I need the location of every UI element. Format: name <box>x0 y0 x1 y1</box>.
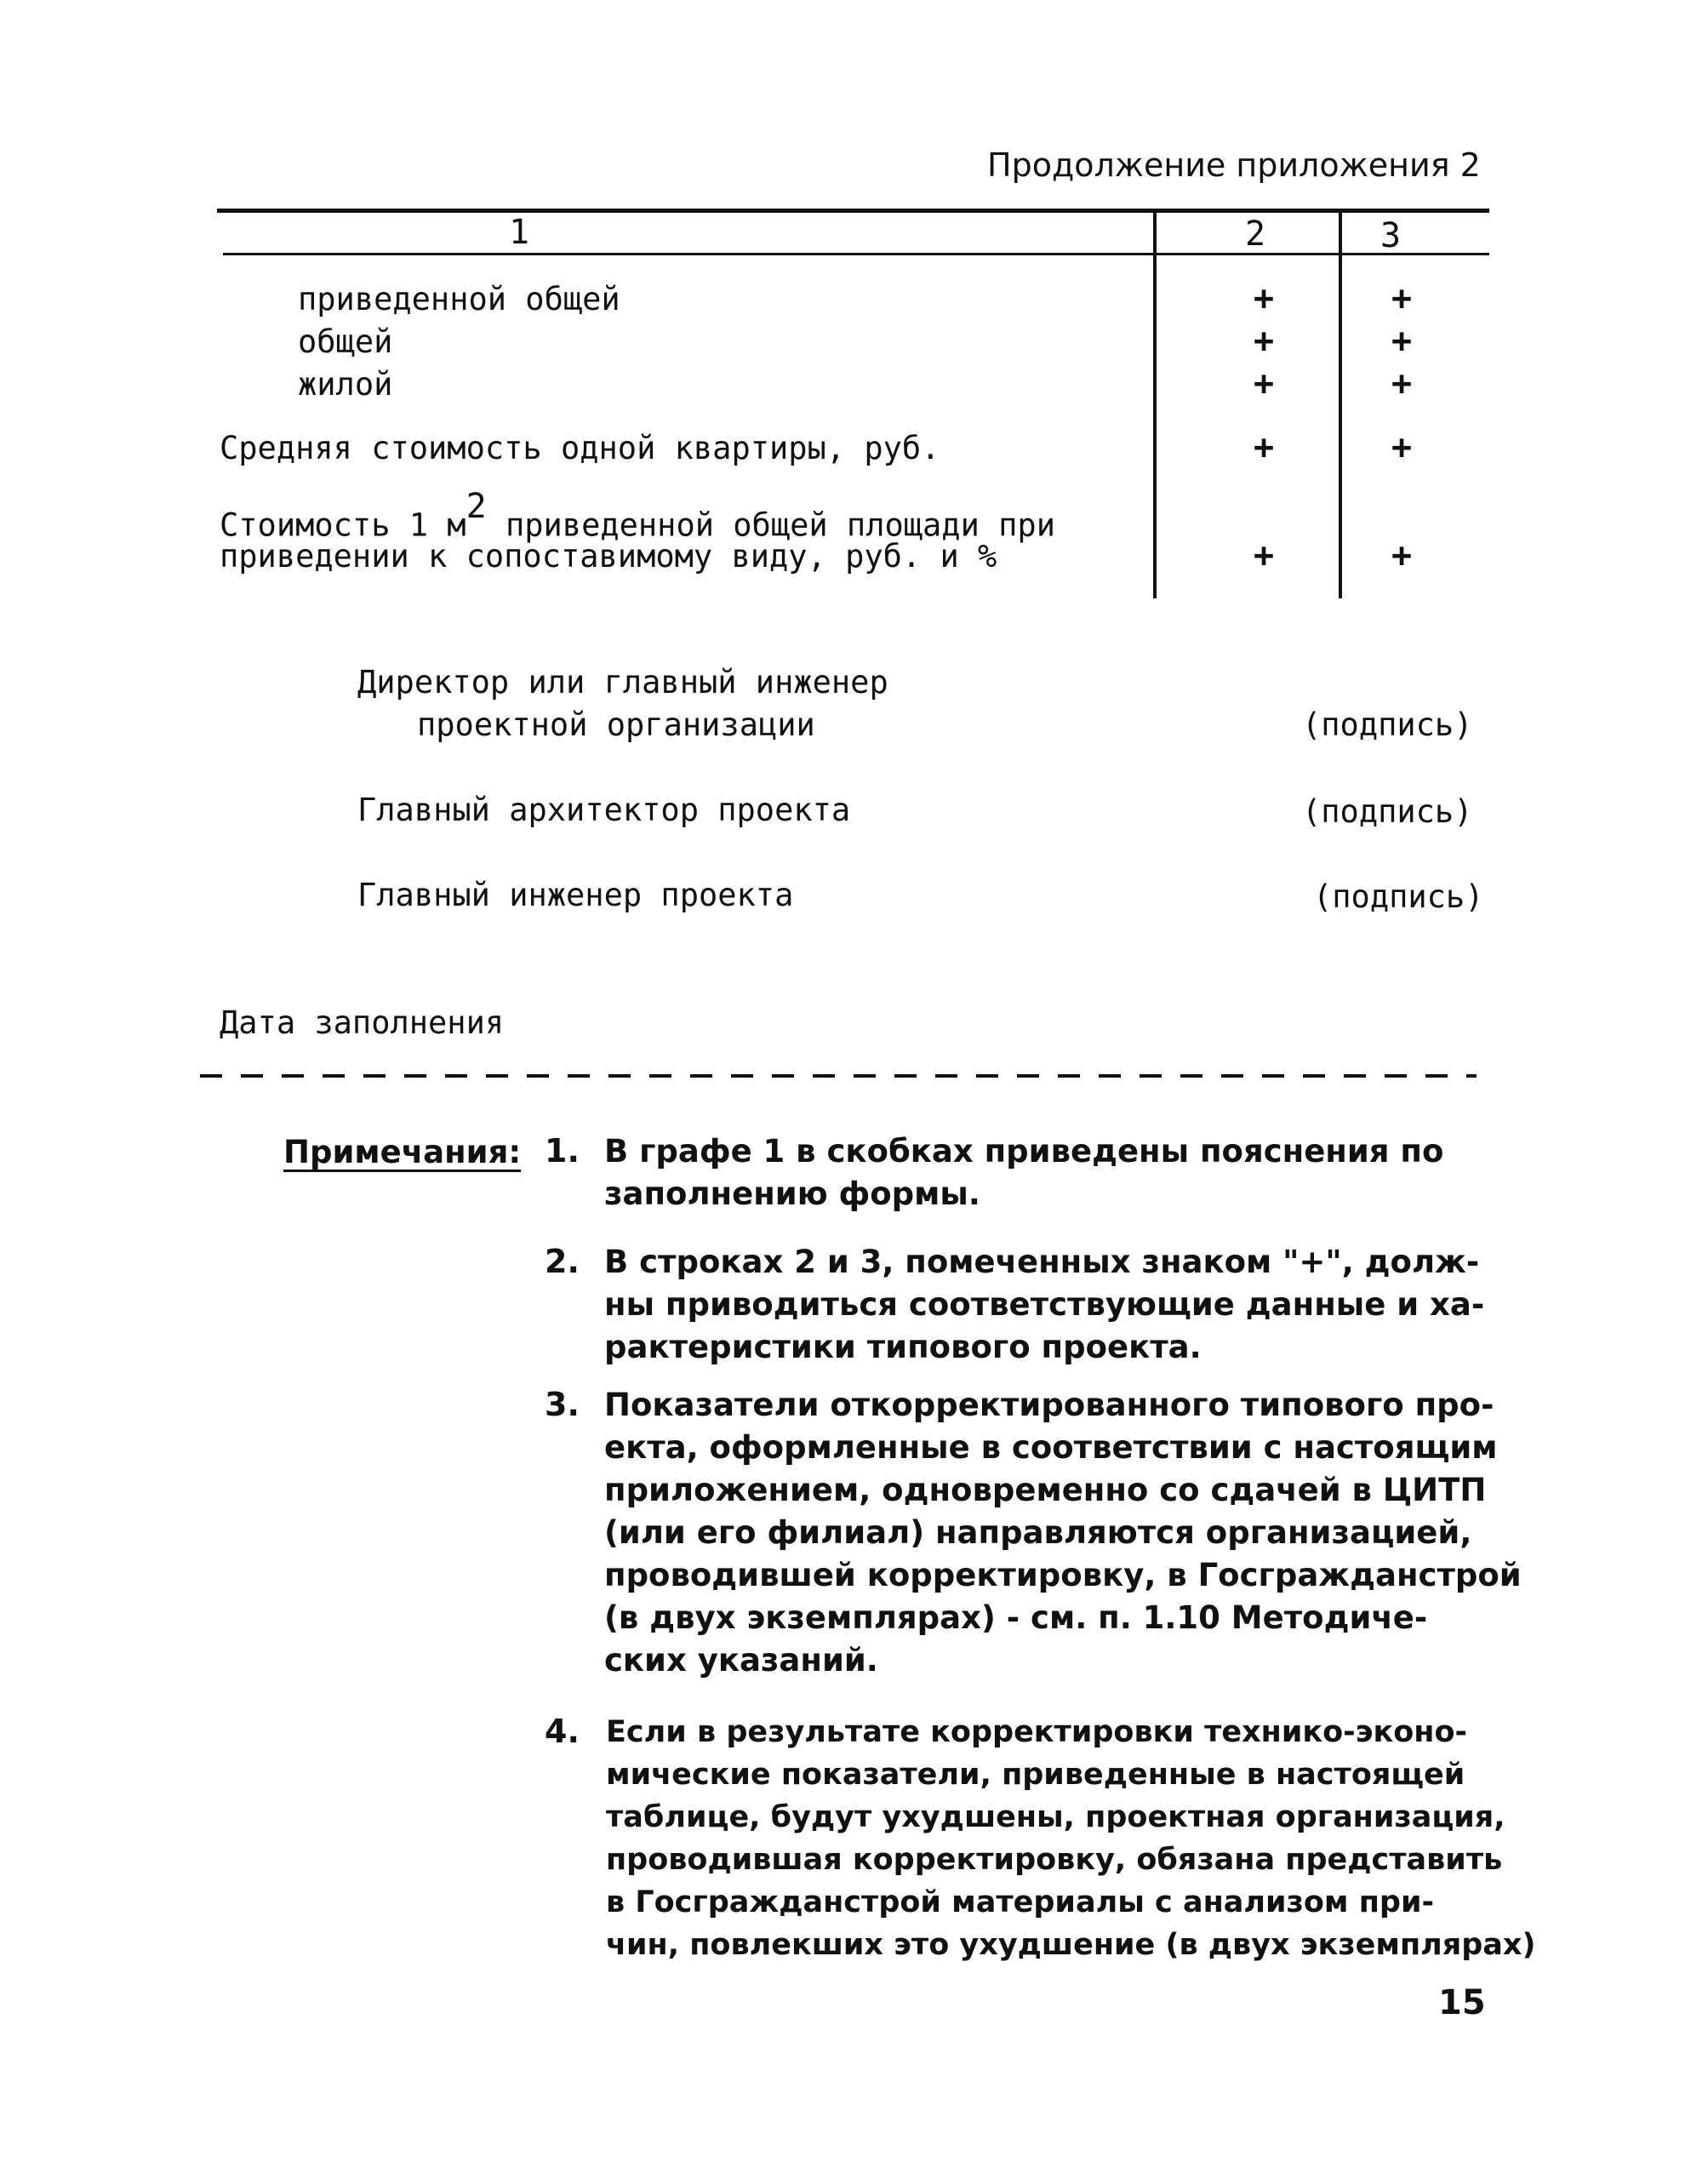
note-1-text <box>604 1130 1443 1215</box>
col-header-2: 2 <box>1245 214 1266 254</box>
row-reduced-total-col3: + <box>1391 279 1413 318</box>
row-label-living: жилой <box>298 366 393 403</box>
row-avg-apartment-cost-col3: + <box>1391 428 1413 467</box>
note-4-line: Если в результате корректировки технико-эконо- <box>606 1715 1468 1749</box>
note-2-line: рактеристики типового проекта. <box>604 1329 1202 1365</box>
row-label-cost-per-m2-line1 <box>220 487 1055 544</box>
row-cost-per-m2-col3: + <box>1391 536 1413 575</box>
row-reduced-total-col2: + <box>1253 279 1275 318</box>
note-4-line: в Госгражданстрой материалы с анализом при- <box>606 1885 1435 1919</box>
table-header-rule <box>223 253 1489 255</box>
row-avg-apartment-cost-col2: + <box>1253 428 1275 467</box>
col-header-3: 3 <box>1380 216 1402 255</box>
note-3-line: Показатели откорректированного типового про- <box>604 1387 1494 1423</box>
signature-director-line1: Директор или главный инженер <box>357 664 888 701</box>
page-number: 15 <box>1438 1983 1486 2022</box>
row-cost-per-m2-col2: + <box>1253 536 1275 575</box>
note-4-line: проводившая корректировку, обязана представить <box>606 1843 1503 1877</box>
note-3-line: ских указаний. <box>604 1642 878 1679</box>
note-4-line: таблице, будут ухудшены, проектная организация, <box>606 1800 1505 1834</box>
note-3-line: екта, оформленные в соответствии с настоящим <box>604 1429 1498 1466</box>
row-label-cost-per-m2-line2: приведении к сопоставимому виду, руб. и % <box>220 538 997 575</box>
note-3-line: проводившей корректировку, в Госгражданстрой <box>604 1557 1522 1593</box>
note-4-line: чин, повлекших это ухудшение (в двух экземплярах) <box>606 1928 1536 1962</box>
note-3-line: (в двух экземплярах) - см. п. 1.10 Методиче- <box>604 1599 1428 1636</box>
signature-engineer-sign: (подпись) <box>1313 878 1484 915</box>
table-col-divider-1 <box>1153 209 1157 598</box>
note-4-text <box>606 1711 1536 1966</box>
note-1-number: 1. <box>545 1132 580 1170</box>
notes-title: Примечания: <box>283 1134 522 1170</box>
note-4-line: мические показатели, приведенные в настоящей <box>606 1758 1465 1792</box>
cost-label-superscript: 2 <box>466 487 487 526</box>
row-living-col2: + <box>1253 364 1275 403</box>
signature-director-sign: (подпись) <box>1302 706 1473 743</box>
cost-label-pre: Стоимость 1 м <box>220 506 466 544</box>
cost-label-post: приведенной общей площади при <box>486 506 1055 544</box>
note-2-line: ны приводиться соответствующие данные и ха- <box>604 1286 1485 1323</box>
col-header-1: 1 <box>509 213 530 252</box>
note-3-line: (или его филиал) направляются организацией, <box>604 1514 1472 1551</box>
note-4-number: 4. <box>545 1713 580 1750</box>
date-of-completion-label: Дата заполнения <box>220 1004 505 1041</box>
signature-director-line2: проектной организации <box>417 706 815 743</box>
table-col-divider-2 <box>1339 209 1342 598</box>
note-2-number: 2. <box>545 1243 580 1280</box>
row-total-col3: + <box>1391 322 1413 361</box>
table-top-rule <box>217 209 1489 213</box>
note-1-line: В графе 1 в скобках приведены пояснения по <box>604 1133 1444 1170</box>
note-3-text <box>604 1384 1522 1682</box>
signature-engineer: Главный инженер проекта <box>357 877 794 913</box>
row-label-avg-apartment-cost: Средняя стоимость одной квартиры, руб. <box>220 430 940 466</box>
row-living-col3: + <box>1391 364 1413 403</box>
row-label-reduced-total: приведенной общей <box>298 281 620 317</box>
note-2-text <box>604 1241 1484 1369</box>
note-1-line: заполнению формы. <box>604 1175 980 1212</box>
signature-architect: Главный архитектор проекта <box>357 792 851 828</box>
note-3-number: 3. <box>545 1386 580 1423</box>
row-total-col2: + <box>1253 322 1275 361</box>
signature-architect-sign: (подпись) <box>1302 793 1473 830</box>
dashed-separator <box>200 1074 1477 1078</box>
note-2-line: В строках 2 и 3, помеченных знаком "+", долж- <box>604 1244 1480 1280</box>
note-3-line: приложением, одновременно со сдачей в ЦИТП <box>604 1472 1487 1508</box>
continuation-header: Продолжение приложения 2 <box>987 146 1481 184</box>
row-label-total: общей <box>298 323 393 360</box>
